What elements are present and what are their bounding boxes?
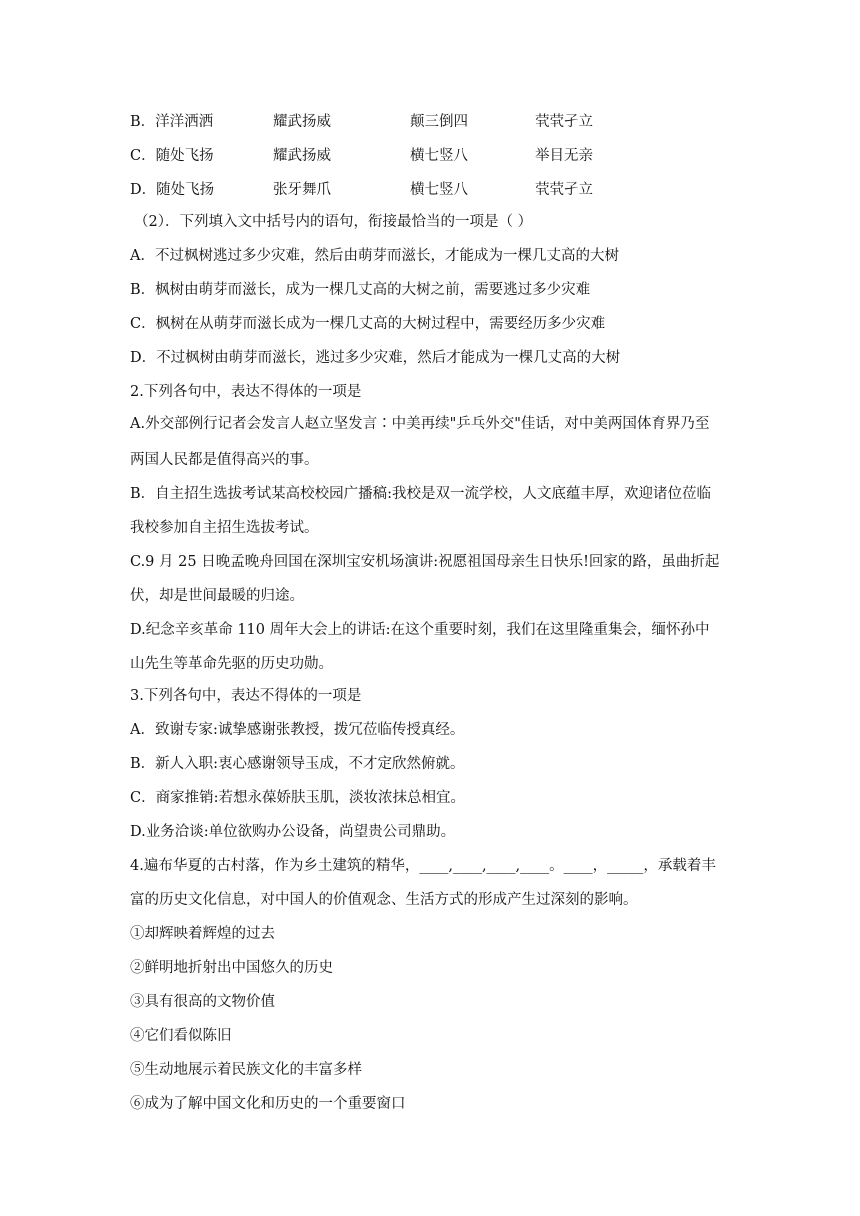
- answer-option-a: A．不过枫树逃过多少灾难，然后由萌芽而滋长，才能成为一棵几丈高的大树: [130, 248, 619, 264]
- question-1-2-stem: （2）．下列填入文中括号内的语句，衔接最恰当的一项是（ ）: [134, 214, 533, 230]
- option-label: D．随处飞扬: [130, 182, 215, 198]
- option-cell: 茕茕孑立: [535, 114, 593, 130]
- q2-option-d-line2: 山先生等革命先驱的历史功勋。: [130, 656, 333, 672]
- q2-option-d-line1: D.纪念辛亥革命 110 周年大会上的讲话:在这个重要时刻，我们在这里隆重集会，缅怀孙中: [130, 622, 710, 638]
- option-cell: 横七竖八: [410, 182, 468, 198]
- q2-option-a-line2: 两国人民都是值得高兴的事。: [130, 452, 319, 468]
- q2-option-b-line1: B．自主招生选拔考试某高校校园广播稿:我校是双一流学校，人文底蕴丰厚，欢迎诸位莅临: [130, 486, 712, 502]
- question-2-stem: 2.下列各句中，表达不得体的一项是: [130, 384, 362, 400]
- answer-option-b: B．枫树由萌芽而滋长，成为一棵几丈高的大树之前，需要逃过多少灾难: [130, 282, 591, 298]
- option-cell: 张牙舞爪: [273, 182, 331, 198]
- option-cell: 耀武扬威: [273, 148, 331, 164]
- q2-option-c-line2: 伏，却是世间最暖的归途。: [130, 588, 304, 604]
- q4-item-1: ①却辉映着辉煌的过去: [130, 926, 275, 942]
- answer-option-c: C．枫树在从萌芽而滋长成为一棵几丈高的大树过程中，需要经历多少灾难: [130, 316, 606, 332]
- option-cell: 颠三倒四: [410, 114, 468, 130]
- question-4-stem-line1: 4.遍布华夏的古村落，作为乡土建筑的精华，____,____,____,____。____，_____，承载着丰: [130, 858, 716, 874]
- q2-option-b-line2: 我校参加自主招生选拔考试。: [130, 520, 319, 536]
- option-cell: 耀武扬威: [273, 114, 331, 130]
- q4-item-5: ⑤生动地展示着民族文化的丰富多样: [130, 1062, 362, 1078]
- q2-option-c-line1: C.9 月 25 日晚孟晚舟回国在深圳宝安机场演讲:祝愿祖国母亲生日快乐!回家的路，虽曲折起: [130, 554, 720, 570]
- q2-option-a-line1: A.外交部例行记者会发言人赵立坚发言∶中美再续"乒乓外交"佳话，对中美两国体育界乃至: [130, 416, 710, 432]
- q3-option-a: A．致谢专家:诚挚感谢张教授，拨冗莅临传授真经。: [130, 722, 465, 738]
- q3-option-c: C．商家推销:若想永葆娇肤玉肌，淡妆浓抹总相宜。: [130, 790, 465, 806]
- option-cell: 横七竖八: [410, 148, 468, 164]
- option-label: B．洋洋洒洒: [130, 114, 214, 130]
- option-cell: 茕茕孑立: [535, 182, 593, 198]
- q4-item-4: ④它们看似陈旧: [130, 1028, 232, 1044]
- q4-item-6: ⑥成为了解中国文化和历史的一个重要窗口: [130, 1096, 406, 1112]
- q3-option-d: D.业务洽谈:单位欲购办公设备，尚望贵公司鼎助。: [130, 824, 456, 840]
- q3-option-b: B．新人入职:衷心感谢领导玉成，不才定欣然俯就。: [130, 756, 465, 772]
- option-cell: 举目无亲: [535, 148, 593, 164]
- q4-item-3: ③具有很高的文物价值: [130, 994, 275, 1010]
- question-3-stem: 3.下列各句中，表达不得体的一项是: [130, 688, 362, 704]
- option-label: C．随处飞扬: [130, 148, 214, 164]
- question-4-stem-line2: 富的历史文化信息，对中国人的价值观念、生活方式的形成产生过深刻的影响。: [130, 892, 638, 908]
- q4-item-2: ②鲜明地折射出中国悠久的历史: [130, 960, 333, 976]
- answer-option-d: D．不过枫树由萌芽而滋长，逃过多少灾难，然后才能成为一棵几丈高的大树: [130, 350, 621, 366]
